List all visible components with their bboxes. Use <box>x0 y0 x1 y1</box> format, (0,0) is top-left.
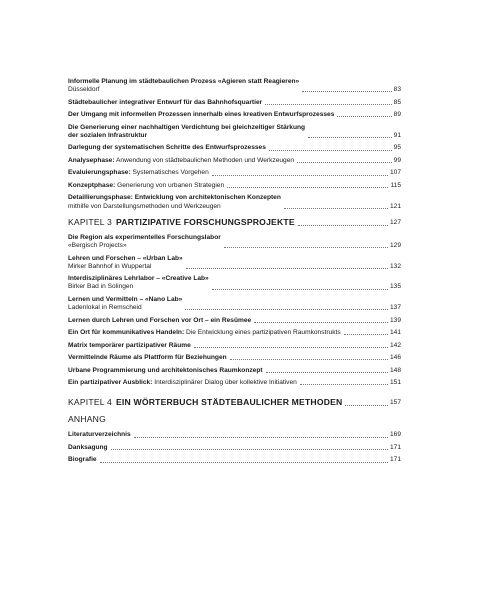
leader-dots <box>298 225 388 226</box>
toc-entry[interactable] <box>68 255 401 271</box>
toc-entry[interactable] <box>68 342 401 350</box>
entry-title <box>68 169 209 177</box>
page-number: 121 <box>389 202 401 210</box>
page-number: 146 <box>389 354 401 362</box>
entry-title <box>68 234 221 250</box>
toc-entry[interactable] <box>68 379 401 387</box>
toc-entry[interactable] <box>68 234 401 250</box>
leader-dots <box>308 137 392 138</box>
appendix-heading <box>68 414 401 425</box>
leader-dots <box>265 104 391 105</box>
entry-title-line: der sozialen Infrastruktur <box>68 131 148 139</box>
toc-section-appendix <box>68 431 401 464</box>
appendix-label: ANHANG <box>68 414 106 425</box>
page-number: 135 <box>389 283 401 291</box>
chapter-title: PARTIZIPATIVE FORSCHUNGSPROJEKTE <box>116 216 295 227</box>
leader-dots <box>344 334 388 335</box>
entry-title <box>68 342 191 350</box>
page-number: 141 <box>389 329 401 337</box>
page-number: 171 <box>389 443 401 451</box>
entry-title-line: Informelle Planung im städtebaulichen Prozess «Agieren statt Reagieren» <box>68 78 300 85</box>
entry-title <box>68 367 263 375</box>
page-number: 95 <box>393 144 401 152</box>
entry-title <box>68 296 182 312</box>
leader-dots <box>227 187 388 188</box>
leader-dots <box>230 359 388 360</box>
toc-entry[interactable] <box>68 354 401 362</box>
leader-dots <box>194 347 388 348</box>
leader-dots <box>111 449 388 450</box>
entry-title-line: Biografie <box>68 456 97 464</box>
chapter-title: EIN WÖRTERBUCH STÄDTEBAULICHER METHODEN <box>116 397 343 408</box>
toc-entry[interactable] <box>68 317 401 325</box>
entry-title-line: Urbane Programmierung und architektonisches Raumkonzept <box>68 366 263 374</box>
page-number: 83 <box>393 86 401 94</box>
entry-title-line: Die Region als experimentelles Forschungslabor <box>68 233 221 241</box>
entry-title <box>68 255 183 271</box>
entry-title-line: Lehren und Forschen – «Urban Lab» <box>68 254 183 262</box>
entry-title <box>68 456 97 464</box>
entry-title-line: Lernen und Vermitteln – «Nano Lab» <box>68 295 183 303</box>
entry-title <box>68 124 305 140</box>
entry-title-line: Danksagung <box>68 443 108 451</box>
leader-dots <box>100 462 388 463</box>
toc-entry[interactable] <box>68 194 401 210</box>
toc-entry[interactable] <box>68 157 401 165</box>
entry-title <box>68 144 266 152</box>
page-number: 142 <box>389 341 401 349</box>
entry-title-line: Detaillierungsphase: Entwicklung von architektonischen Konzepten <box>68 194 281 202</box>
entry-title-line: «Bergisch Projects» <box>68 242 127 250</box>
entry-title <box>68 329 341 337</box>
page-number: 148 <box>389 366 401 374</box>
entry-title-line: Lernen durch Lehren und Forschen vor Ort – ein Resümee <box>68 316 252 324</box>
entry-title-line: mithilfe von Darstellungsmethoden und Werkzeugen <box>68 202 221 210</box>
entry-title <box>68 78 299 94</box>
entry-title <box>68 157 294 165</box>
page-number: 107 <box>389 169 401 177</box>
page-number: 151 <box>389 379 401 387</box>
entry-title <box>68 317 251 325</box>
page-number: 157 <box>389 399 401 407</box>
page-number: 171 <box>389 456 401 464</box>
leader-dots <box>212 175 388 176</box>
page-number: 169 <box>389 431 401 439</box>
page-number: 99 <box>393 156 401 164</box>
leader-dots <box>337 116 391 117</box>
entry-title-line: Matrix temporärer partizipativer Räume <box>68 341 191 349</box>
entry-title <box>68 194 281 210</box>
page-number: 137 <box>389 304 401 312</box>
leader-dots <box>284 208 388 209</box>
leader-dots <box>345 405 388 406</box>
entry-title-line: Vermittelnde Räume als Plattform für Beziehungen <box>68 354 227 362</box>
entry-title <box>68 275 209 291</box>
entry-title-line: Mirker Bahnhof in Wuppertal <box>68 262 152 270</box>
leader-dots <box>185 309 388 310</box>
page-number: 132 <box>389 262 401 270</box>
entry-title <box>68 379 297 387</box>
toc-entry[interactable] <box>68 329 401 337</box>
toc-entry[interactable] <box>68 78 401 94</box>
leader-dots <box>186 268 388 269</box>
entry-title-line: Literaturverzeichnis <box>68 431 131 439</box>
toc-entry[interactable] <box>68 456 401 464</box>
leader-dots <box>212 289 388 290</box>
entry-title-line: Düsseldorf <box>68 86 100 94</box>
leader-dots <box>254 322 388 323</box>
toc-section-chapter-3 <box>68 234 401 388</box>
toc-entry[interactable] <box>68 124 401 140</box>
toc-section-intro <box>68 78 401 211</box>
chapter-4-heading <box>68 397 401 408</box>
toc-entry[interactable] <box>68 182 401 190</box>
chapter-label: KAPITEL 4 <box>68 397 112 408</box>
entry-title-line: Die Generierung einer nachhaltigen Verdichtung bei gleichzeitiger Stärkung <box>68 123 306 131</box>
entry-title <box>68 111 334 119</box>
entry-title <box>68 99 262 107</box>
entry-title-line: Ein partizipativer Ausblick: Interdisziplinärer Dialog über kollektive Initiativen <box>68 379 297 387</box>
entry-title-line: Der Umgang mit informellen Prozessen innerhalb eines kreativen Entwurfsprozesses <box>68 111 335 119</box>
entry-title <box>68 182 224 190</box>
entry-title-line: Ein Ort für kommunikatives Handeln: Die Entwicklung eines partizipativen Raumkonstrukts <box>68 329 341 337</box>
leader-dots <box>224 247 388 248</box>
leader-dots <box>297 162 392 163</box>
table-of-contents <box>68 78 401 469</box>
toc-entry[interactable] <box>68 367 401 375</box>
toc-entry[interactable] <box>68 111 401 119</box>
page-number: 139 <box>389 316 401 324</box>
entry-title-line: Städtebaulicher integrativer Entwurf für das Bahnhofsquartier <box>68 98 263 106</box>
page-number: 127 <box>389 218 401 226</box>
chapter-3-heading <box>68 217 401 228</box>
entry-title <box>68 444 108 452</box>
toc-entry[interactable] <box>68 431 401 439</box>
leader-dots <box>300 384 388 385</box>
leader-dots <box>134 437 388 438</box>
entry-title-line: Birker Bad in Solingen <box>68 283 134 291</box>
entry-title-line: Darlegung der systematischen Schritte des Entwurfsprozesses <box>68 144 266 152</box>
toc-entry[interactable] <box>68 275 401 291</box>
leader-dots <box>269 150 392 151</box>
toc-entry[interactable] <box>68 444 401 452</box>
entry-title <box>68 354 227 362</box>
page-number: 129 <box>389 242 401 250</box>
toc-entry[interactable] <box>68 296 401 312</box>
page-number: 115 <box>390 181 401 189</box>
entry-title-line: Konzeptphase: Generierung von urbanen Strategien <box>68 181 225 189</box>
entry-title-line: Interdisziplinäres Lehrlabor – «Creative Lab» <box>68 275 209 283</box>
toc-entry[interactable] <box>68 144 401 152</box>
page-number: 91 <box>393 131 401 139</box>
entry-title-line: Evaluierungsphase: Systematisches Vorgehen <box>68 169 209 177</box>
toc-entry[interactable] <box>68 169 401 177</box>
leader-dots <box>302 91 391 92</box>
toc-entry[interactable] <box>68 99 401 107</box>
chapter-label: KAPITEL 3 <box>68 216 112 227</box>
entry-title-line: Analysephase: Anwendung von städtebaulichen Methoden und Werkzeugen <box>68 156 295 164</box>
entry-title-line: Ladenlokal in Remscheid <box>68 304 142 312</box>
page-number: 85 <box>393 98 401 106</box>
entry-title <box>68 431 131 439</box>
leader-dots <box>266 372 388 373</box>
page-number: 89 <box>393 111 401 119</box>
